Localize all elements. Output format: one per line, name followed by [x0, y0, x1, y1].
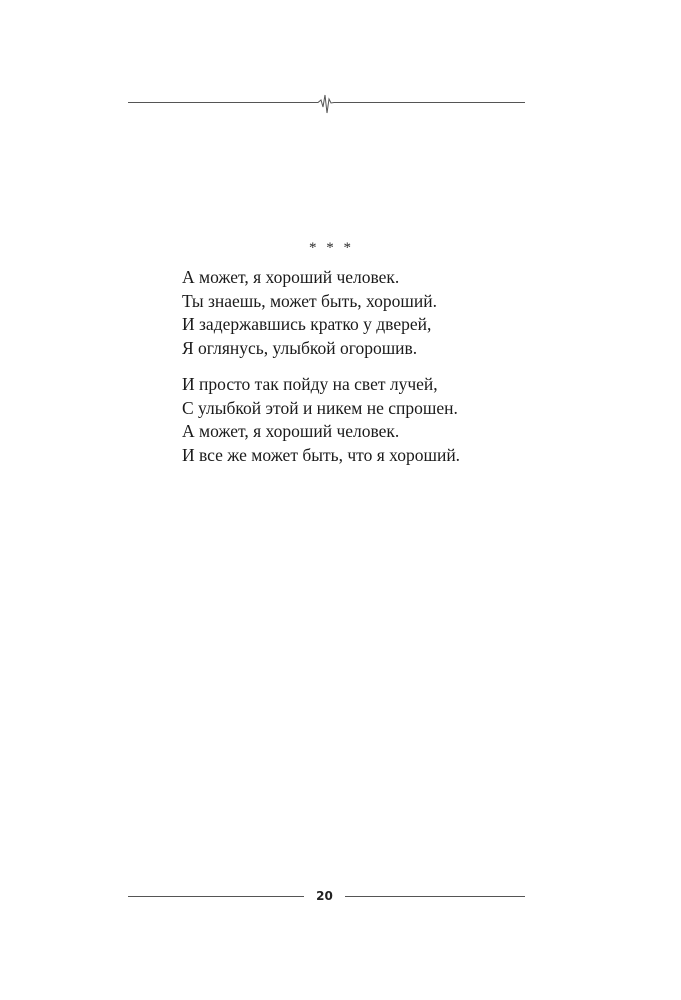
page-footer — [128, 884, 525, 908]
poem — [182, 238, 562, 467]
poem-line: А может, я хороший человек. — [182, 267, 400, 287]
poem-line: Я оглянусь, улыбкой огорошив. — [182, 337, 418, 358]
footer-rule-right — [345, 896, 525, 897]
stanza-2 — [182, 373, 562, 467]
poem-line: И все же может быть, что я хороший. — [182, 444, 461, 465]
poem-line: А может, я хороший человек. — [182, 421, 400, 441]
poem-line: И задержавшись кратко у дверей, — [182, 314, 432, 334]
page-number: 20 — [316, 889, 333, 903]
poem-line: Ты знаешь, может быть, хороший. — [182, 290, 437, 311]
poem-line: С улыбкой этой и никем не спрошен. — [182, 397, 458, 418]
footer-rule-left — [128, 896, 304, 897]
header-heartbeat-ornament — [128, 91, 525, 115]
poem-line: И просто так пойду на свет лучей, — [182, 374, 438, 394]
poem-separator-asterisks: * * * — [309, 240, 354, 256]
stanza-1 — [182, 266, 562, 360]
